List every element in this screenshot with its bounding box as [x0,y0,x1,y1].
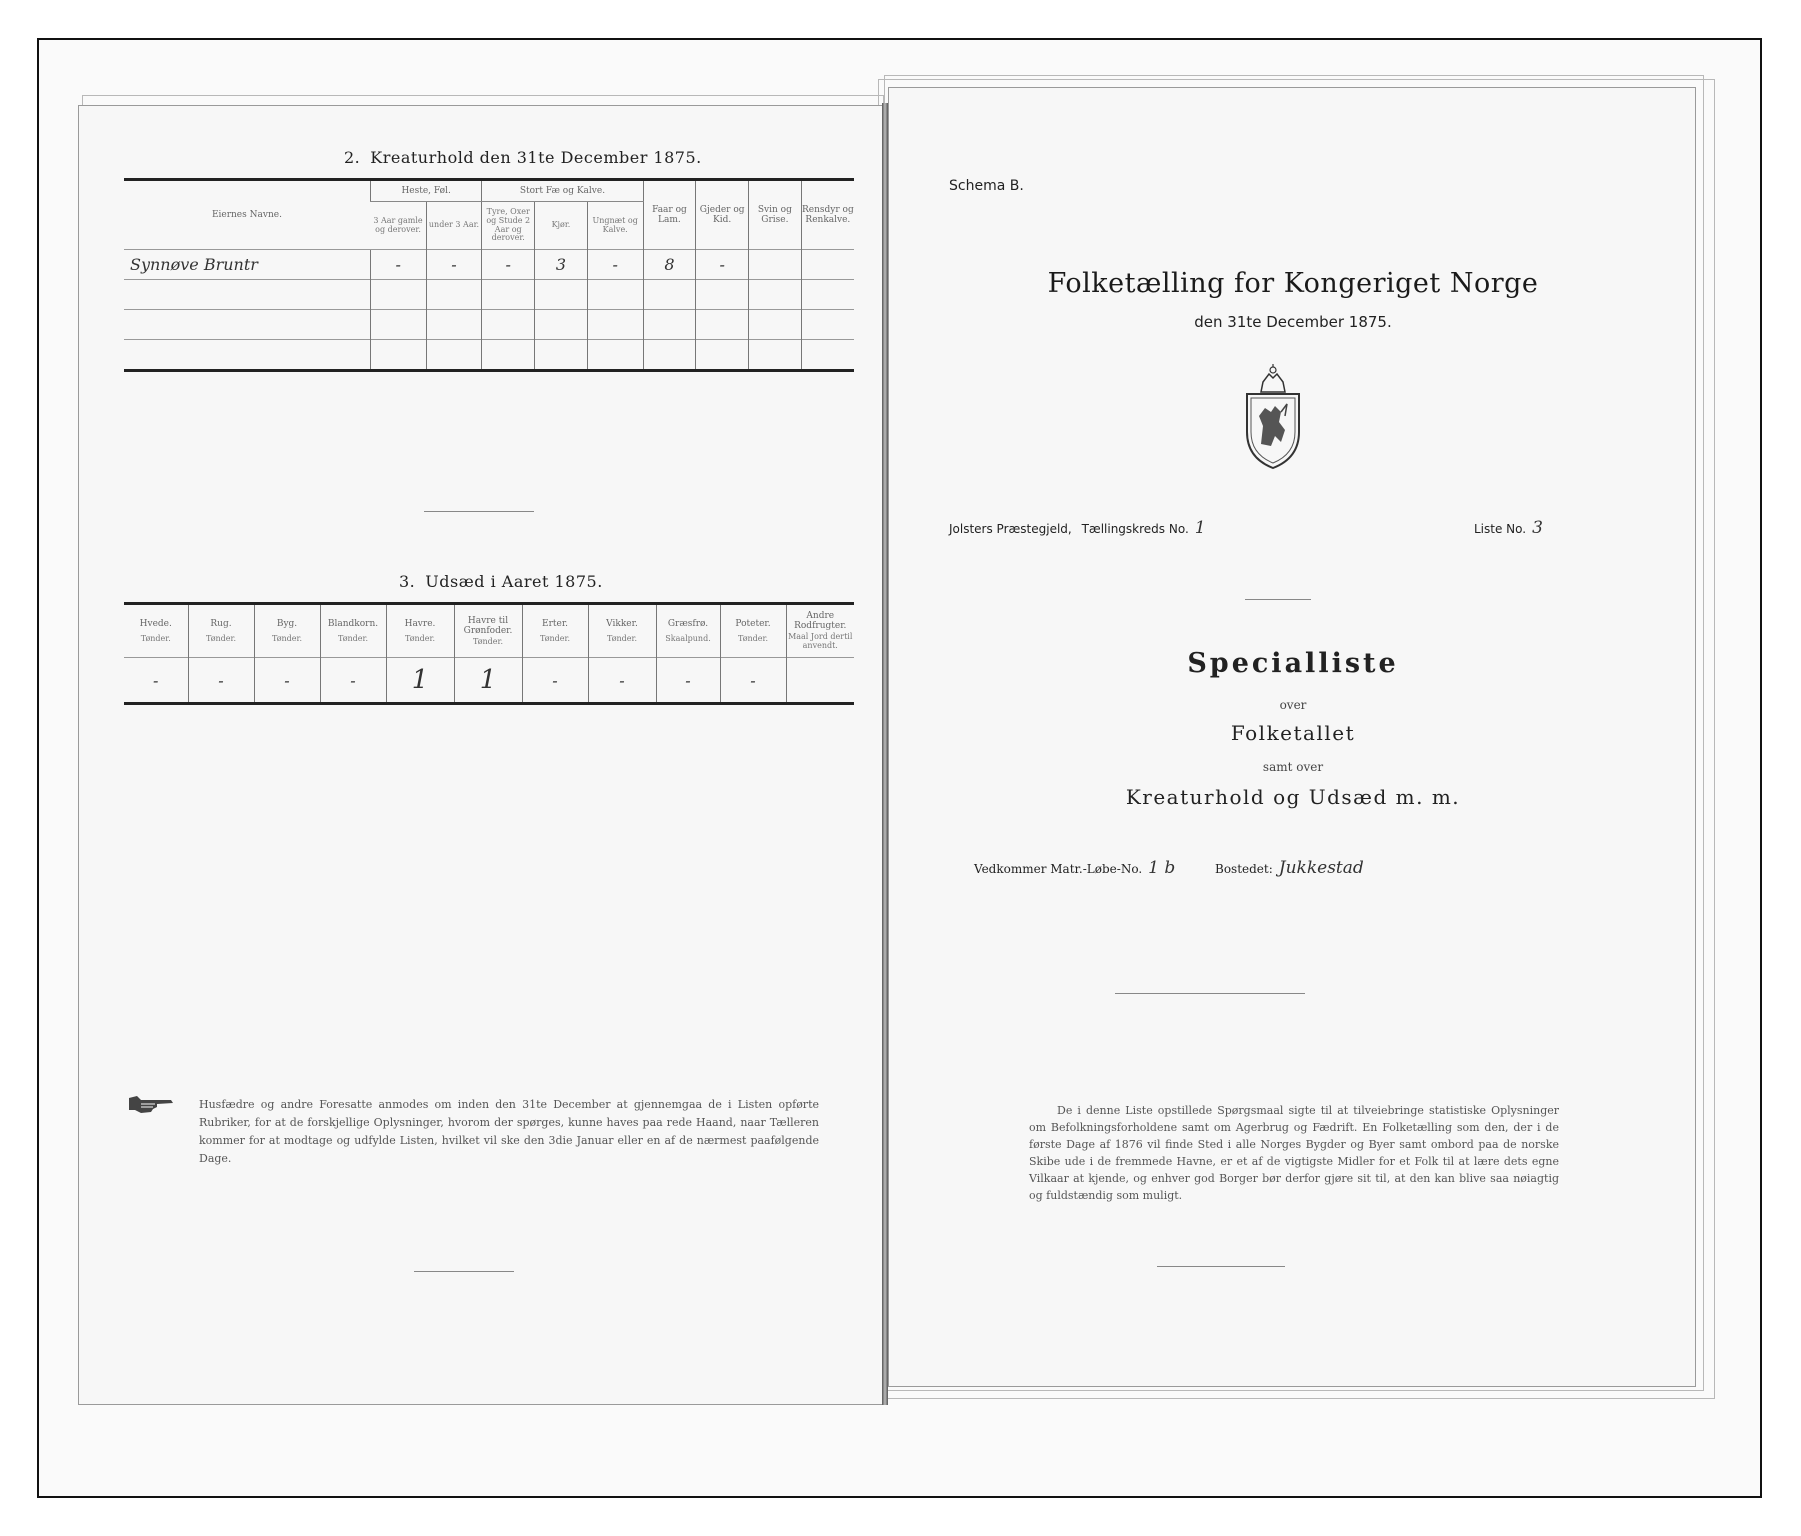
pointing-hand-icon [127,1092,177,1116]
livestock-title: 2. Kreaturhold den 31te December 1875. [344,148,702,167]
divider [1245,599,1311,600]
bulls-header: Tyre, Oxer og Stude 2 Aar og derover. [482,202,535,250]
cell: - [482,250,535,280]
cell: 1 [454,658,522,704]
cell: - [254,658,320,704]
cows-header: Kjør. [535,202,588,250]
sowing-col-unit: Maal Jord dertil anvendt. [788,632,853,650]
cell: - [124,658,188,704]
young-header: Ungnæt og Kalve. [587,202,643,250]
cell: - [370,250,426,280]
divider [1115,993,1305,994]
horses-header: Heste, Føl. [370,180,482,202]
sowing-col-name: Vikker. [606,618,638,629]
sowing-col-name: Havre. [404,618,436,629]
samt-over-text: samt over [1262,760,1324,774]
bosted-value: Jukkestad [1278,858,1364,878]
cell: - [696,250,749,280]
pigs-header: Svin og Grise. [749,180,802,250]
folketallet-heading: Folketallet [1230,721,1356,745]
cell: - [587,250,643,280]
sowing-title: 3. Udsæd i Aaret 1875. [399,572,603,591]
sheep-header: Faar og Lam. [643,180,696,250]
cattle-header: Stort Fæ og Kalve. [482,180,643,202]
sowing-col-unit: Tønder. [472,636,504,646]
cell: - [588,658,656,704]
sowing-col-unit: Tønder. [271,633,303,643]
parish-line [949,518,1206,538]
sowing-col-unit: Tønder. [205,633,237,643]
divider [424,511,534,512]
owner-header: Eiernes Navne. [211,210,282,220]
special-list-heading: Specialliste [1187,648,1399,679]
district-value: 1 [1194,518,1206,538]
list-value: 3 [1532,518,1543,538]
norway-coat-of-arms-icon [1241,360,1305,470]
page-title: Folketælling for Kongeriget Norge [1047,268,1539,299]
owner-cell: Synnøve Bruntr [124,250,370,280]
cell: - [656,658,720,704]
sowing-col-unit: Tønder. [737,633,769,643]
sowing-header-row [124,604,854,658]
sowing-table [124,602,854,705]
sowing-col-name: Rug. [210,618,232,629]
schema-label: Schema B. [949,178,1024,194]
table-row [124,280,854,310]
sowing-col-name: Blandkorn. [327,618,379,629]
sowing-col-unit: Tønder. [337,633,369,643]
cell: 1 [386,658,454,704]
sowing-col-name: Poteter. [735,618,771,629]
intro-text: De i denne Liste opstillede Spørgsmaal sigte til at tilveiebringe statistiske Oplysninger om Befolkningsforholdene samt om Agerbrug og Fædrift. En Folketælling som den, der i de første Dage af 1876 vil finde Sted i alle Norges Bygder og Byer samt ombord paa de norske Skibe ude i de fremmede Havne, er et af de vigtigste Midler for et Folk til at lære dets egne Vilkaar at kjende, og enhver god Borger bør derfor gjøre sit til, at den kan blive saa nøiagtig og fuldstændig som muligt. [1029,1104,1559,1202]
goats-header: Gjeder og Kid. [696,180,749,250]
cell: 8 [643,250,696,280]
sowing-col-name: Græsfrø. [667,618,709,629]
horses-3plus-header: 3 Aar gamle og derover. [373,215,423,234]
cell: - [720,658,786,704]
bosted-line [1215,858,1364,878]
sowing-col-name: Erter. [542,618,568,629]
matr-value: 1 b [1148,858,1176,878]
sowing-col-unit: Tønder. [140,633,171,643]
sowing-col-name: Havre til Grønfoder. [463,615,513,636]
reindeer-header: Rensdyr og Renkalve. [801,180,854,250]
sowing-col-name: Byg. [276,618,298,629]
cell [801,250,854,280]
left-page [78,105,886,1405]
cell: - [426,250,482,280]
over-text: over [1279,698,1307,712]
sowing-col-unit: Tønder. [539,633,571,643]
table-row [124,310,854,340]
bosted-label: Bostedet: [1215,862,1273,876]
district-label: Tællingskreds No. [1081,522,1189,536]
divider [1157,1266,1285,1267]
table-row [124,250,854,280]
divider [414,1271,514,1272]
right-page [888,87,1696,1387]
document-spread [78,75,1738,1405]
table-row [124,658,854,704]
list-label: Liste No. [1474,522,1527,536]
list-line [1474,518,1543,538]
matr-line [974,858,1175,878]
cell: 3 [535,250,588,280]
cell: - [188,658,254,704]
sowing-col-name: Andre Rodfrugter. [794,611,847,632]
livestock-table [124,178,854,372]
sowing-col-unit: Tønder. [404,633,436,643]
page-subtitle: den 31te December 1875. [1194,313,1392,331]
sowing-col-name: Hvede. [139,618,172,629]
cell: - [320,658,386,704]
cell [786,658,854,704]
cell: - [522,658,588,704]
sowing-col-unit: Skaalpund. [665,633,711,643]
horses-under3-header: under 3 Aar. [426,202,482,250]
parish-label: Jolsters Præstegjeld, [949,522,1072,536]
cell [749,250,802,280]
matr-label: Vedkommer Matr.-Løbe-No. [974,862,1143,876]
kreaturhold-heading: Kreaturhold og Udsæd m. m. [1125,785,1461,809]
table-row [124,340,854,371]
notice-text: Husfædre og andre Foresatte anmodes om inden den 31te December at gjennemgaa de i Listen opførte Rubriker, for at de forskjellige Oplysninger, hvorom der spørges, kunne haves paa rede Haand, naar Tælleren kommer for at modtage og udfylde Listen, hvilket vil ske den 3die Januar eller en af de nærmest paafølgende Dage. [199,1098,819,1165]
sowing-col-unit: Tønder. [606,633,638,643]
